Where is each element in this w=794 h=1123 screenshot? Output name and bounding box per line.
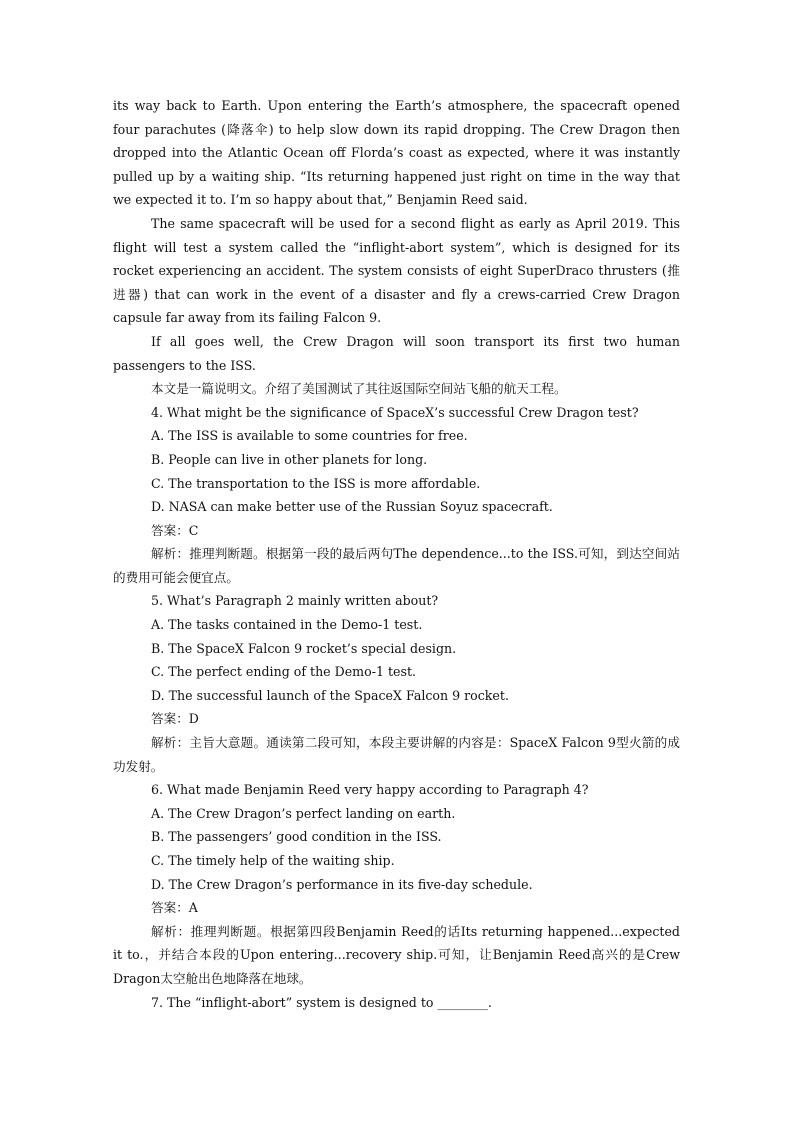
question-5-option-b: B. The SpaceX Falcon 9 rocket’s special design. — [151, 640, 457, 656]
question-6-option-a: A. The Crew Dragon’s perfect landing on earth. — [151, 805, 456, 821]
question-6-stem: 6. What made Benjamin Reed very happy according to Paragraph 4? — [151, 782, 589, 798]
question-5-answer: 答案：D — [151, 711, 199, 727]
question-4-option-a: A. The ISS is available to some countries for free. — [151, 428, 468, 444]
question-4-answer: 答案：C — [151, 522, 199, 538]
question-5-option-c: C. The perfect ending of the Demo-1 test. — [151, 664, 417, 680]
question-5-option-a: A. The tasks contained in the Demo-1 test. — [151, 617, 423, 633]
question-4-stem: 4. What might be the significance of SpaceX’s successful Crew Dragon test? — [151, 404, 639, 420]
question-6-option-d: D. The Crew Dragon’s performance in its five-day schedule. — [151, 876, 533, 892]
question-5-explanation: 解析：主旨大意题。通读第二段可知，本段主要讲解的内容是：SpaceX Falcon 9型火箭的成功发射。 — [113, 735, 680, 774]
passage-paragraph-2: The same spacecraft will be used for a second flight as early as April 2019. This flight will test a system called the “inflight-abort system”, which is designed for its rocket experiencing an accident. The system consists of eight SuperDraco thrusters (推进器) that can work in the event of a disaster and fly a crews-carried Crew Dragon capsule far away from its failing Falcon 9. — [113, 215, 680, 326]
passage-paragraph-3: If all goes well, the Crew Dragon will soon transport its first two human passengers to the ISS. — [113, 333, 680, 373]
question-6-option-b: B. The passengers’ good condition in the ISS. — [151, 829, 442, 845]
question-6-explanation: 解析：推理判断题。根据第四段Benjamin Reed的话Its returning happened...expected it to.，并结合本段的Upon entering...recovery ship.可知，让Benjamin Reed高兴的是Crew Dragon太空舱出色地降落在地球。 — [113, 923, 680, 986]
question-5-option-d: D. The successful launch of the SpaceX Falcon 9 rocket. — [151, 687, 509, 703]
question-6-answer: 答案：A — [151, 900, 198, 916]
question-4-option-b: B. People can live in other planets for long. — [151, 451, 428, 467]
question-7-stem: 7. The “inflight-abort” system is designed to ________. — [151, 994, 492, 1010]
passage-paragraph-1: its way back to Earth. Upon entering the Earth’s atmosphere, the spacecraft opened four parachutes (降落伞) to help slow down its rapid dropping. The Crew Dragon then dropped into the Atlantic Ocean off Florda’s coast as expected, where it was instantly pulled up by a waiting ship. “Its returning happened just right on time in the way that we expected it to. I’m so happy about that,” Benjamin Reed said. — [113, 98, 680, 208]
question-4-option-d: D. NASA can make better use of the Russian Soyuz spacecraft. — [151, 499, 553, 515]
question-6-option-c: C. The timely help of the waiting ship. — [151, 853, 395, 868]
question-4-explanation: 解析：推理判断题。根据第一段的最后两句The dependence...to the ISS.可知，到达空间站的费用可能会便宜点。 — [113, 546, 680, 585]
question-4-option-c: C. The transportation to the ISS is more affordable. — [151, 475, 481, 491]
question-5-stem: 5. What’s Paragraph 2 mainly written about? — [151, 593, 439, 609]
passage-summary: 本文是一篇说明文。介绍了美国测试了其往返国际空间站飞船的航天工程。 — [151, 381, 567, 397]
document-body — [113, 94, 680, 1014]
